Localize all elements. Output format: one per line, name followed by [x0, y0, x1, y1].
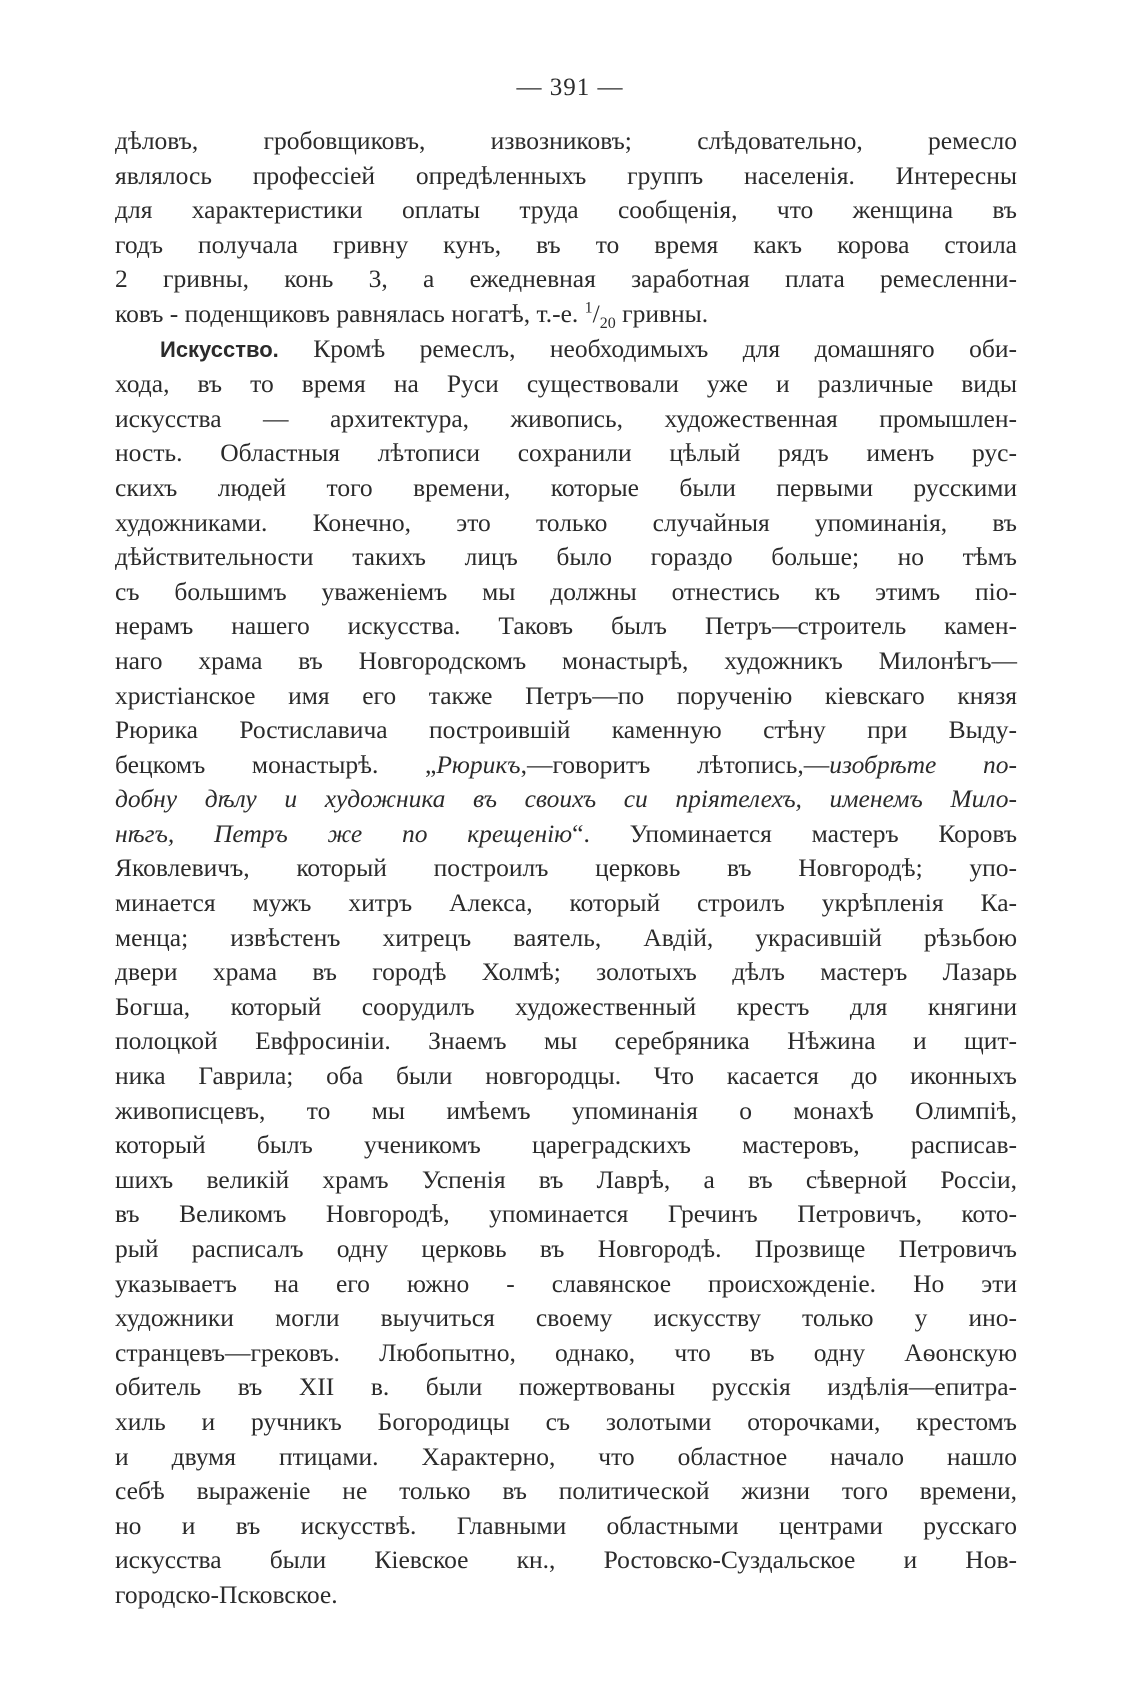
text-line: Яковлевичъ, который построилъ церковь въ Новгородѣ; упо-	[115, 853, 1017, 883]
text-line: искусства были Кіевское кн., Ростовско-Суздальское и Нов-	[115, 1545, 1017, 1575]
text-line: городско-Псковское.	[115, 1579, 338, 1609]
paragraph-art	[115, 332, 1017, 1613]
text-line: Богша, который соорудилъ художественный крестъ для княгини	[115, 991, 1017, 1021]
text-fragment: Кромѣ ремеслъ, необходимыхъ для домашняго оби-	[278, 333, 1017, 363]
fraction-numerator: 1	[584, 299, 593, 317]
text-line: рый расписалъ одну церковь въ Новгородѣ. Прозвище Петровичъ	[115, 1234, 1017, 1263]
text-line: полоцкой Евфросиніи. Знаемъ мы серебряника Нѣжина и щит-	[115, 1026, 1017, 1056]
quote-line: добну дѣлу и художника въ своихъ си пріятелехъ, именемъ Мило-	[115, 784, 1017, 814]
text-line: въ Великомъ Новгородѣ, упоминается Гречинъ Петровичъ, кото-	[115, 1199, 1017, 1229]
text-line: христіанское имя его также Петръ—по порученію кіевскаго князя	[115, 680, 1017, 710]
text-line: нерамъ нашего искусства. Таковъ былъ Петръ—строитель камен-	[115, 611, 1017, 641]
text-line: шихъ великій храмъ Успенія въ Лаврѣ, а въ сѣверной Россіи,	[115, 1164, 1017, 1194]
text-line	[115, 817, 1017, 852]
text-line: скихъ людей того времени, которые были первыми русскими	[115, 472, 1017, 502]
text-fragment: “. Упоминается мастеръ Коровъ	[572, 818, 1018, 848]
text-line	[115, 748, 1017, 783]
section-heading: Искусство.	[160, 336, 279, 362]
text-line: Рюрика Ростиславича построившій каменную стѣну при Выду-	[115, 715, 1017, 745]
text-line: художниками. Конечно, это только случайныя упоминанія, въ	[115, 507, 1017, 537]
text-line: двери храма въ городѣ Холмѣ; золотыхъ дѣлъ мастеръ Лазарь	[115, 957, 1017, 987]
text-line: искусства — архитектура, живопись, художественная промышлен-	[115, 403, 1017, 433]
text-line: являлось профессіей опредѣленныхъ группъ населенія. Интересны	[115, 160, 1017, 190]
paragraph-wages	[115, 124, 1017, 332]
text-line	[115, 332, 1017, 368]
text-line: дѣловъ, гробовщиковъ, извозниковъ; слѣдовательно, ремесло	[115, 126, 1017, 155]
text-line: себѣ выраженіе не только въ политической жизни того времени,	[115, 1476, 1017, 1506]
text-line: годъ получала гривну кунъ, въ то время какъ корова стоила	[115, 229, 1017, 259]
text-fragment: бецкомъ монастырѣ. „	[115, 749, 437, 779]
quote-italic: нѣгъ, Петръ же по крещенію	[115, 818, 573, 848]
text-line: менца; извѣстенъ хитрецъ ваятель, Авдій, украсившій рѣзьбою	[115, 922, 1017, 952]
text-line: хода, въ то время на Руси существовали уже и различные виды	[115, 369, 1017, 399]
text-line: наго храма въ Новгородскомъ монастырѣ, художникъ Милонѣгъ—	[115, 645, 1017, 675]
text-line: хиль и ручникъ Богородицы съ золотыми оторочками, крестомъ	[115, 1406, 1017, 1436]
text-fragment: гривны.	[615, 298, 709, 328]
text-line: минается мужъ хитръ Алекса, который строилъ укрѣпленія Ка-	[115, 888, 1017, 918]
quote-italic: Рюрикъ	[436, 749, 521, 779]
text-line: и двумя птицами. Характерно, что областное начало нашло	[115, 1441, 1017, 1471]
text-fragment: ковъ - поденщиковъ равнялась ногатѣ, т.-е.	[115, 298, 585, 328]
fraction-denominator: 20	[599, 315, 616, 333]
text-line: но и въ искусствѣ. Главными областными центрами русскаго	[115, 1510, 1017, 1540]
text-line: живописцевъ, то мы имѣемъ упоминанія о монахѣ Олимпіѣ,	[115, 1095, 1017, 1125]
text-line: 2 гривны, конь 3, а ежедневная заработная плата ремесленни-	[115, 264, 1017, 294]
text-fragment: ,—говоритъ лѣтопись,—	[520, 749, 830, 779]
text-line: странцевъ—грековъ. Любопытно, однако, что въ одну Аѳонскую	[115, 1337, 1017, 1367]
text-line: ника Гаврила; оба были новгородцы. Что касается до иконныхъ	[115, 1061, 1017, 1091]
page-number: — 391 —	[516, 74, 624, 101]
text-line: дѣйствительности такихъ лицъ было гораздо больше; но тѣмъ	[115, 542, 1017, 572]
text-line: который былъ ученикомъ цареградскихъ мастеровъ, расписав-	[115, 1130, 1017, 1160]
text-line: художники могли выучиться своему искусству только у ино-	[115, 1303, 1017, 1333]
text-line: ность. Областныя лѣтописи сохранили цѣлый рядъ именъ рус-	[115, 438, 1017, 468]
text-line: указываетъ на его южно - славянское происхожденіе. Но эти	[115, 1268, 1017, 1298]
text-line: для характеристики оплаты труда сообщенія, что женщина въ	[115, 195, 1017, 225]
quote-italic: изобрѣте по-	[829, 749, 1017, 779]
body-text	[115, 124, 1017, 1613]
text-line: съ большимъ уваженіемъ мы должны отнестись къ этимъ піо-	[115, 576, 1017, 606]
text-line: ковъ - поденщиковъ равнялась ногатѣ, т.-е. $^1/_{20}$ гривны.	[115, 298, 709, 333]
text-line: обитель въ XII в. были пожертвованы русскія издѣлія—епитра-	[115, 1372, 1017, 1402]
